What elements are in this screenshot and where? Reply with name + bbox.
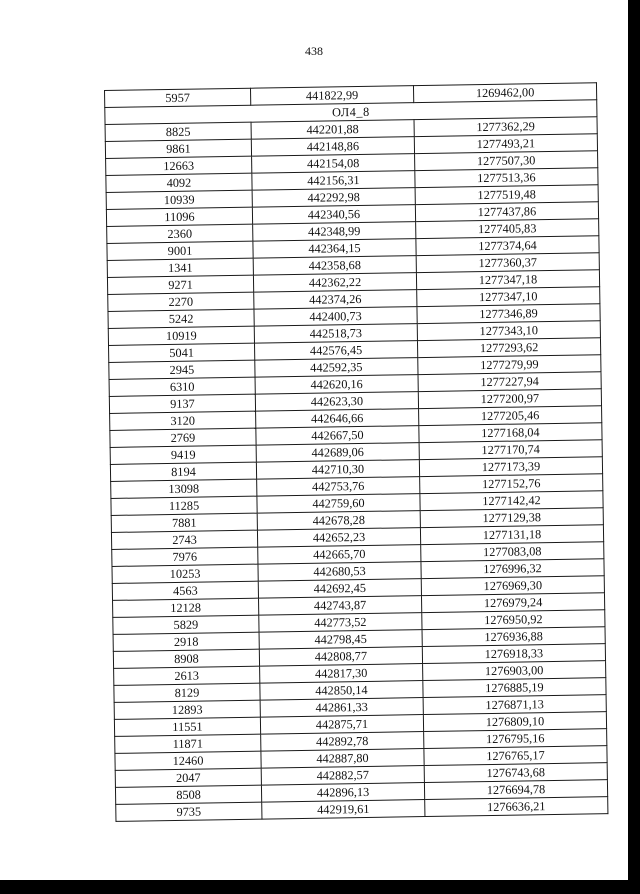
point-id-cell: 6310 (109, 377, 255, 396)
y-coordinate-cell: 1276936,88 (422, 627, 605, 647)
x-coordinate-cell: 442753,76 (257, 477, 420, 497)
x-coordinate-cell: 442154,08 (252, 154, 415, 174)
y-coordinate-cell: 1276885,19 (423, 678, 606, 698)
y-coordinate-cell: 1277173,39 (419, 457, 602, 477)
x-coordinate-cell: 442620,16 (255, 375, 418, 395)
y-coordinate-cell: 1276809,10 (423, 712, 606, 732)
point-id-cell: 2743 (111, 530, 257, 549)
y-coordinate-cell: 1277205,46 (419, 406, 602, 426)
x-coordinate-cell: 442156,31 (252, 171, 415, 191)
y-coordinate-cell: 1276903,00 (423, 661, 606, 681)
y-coordinate-cell: 1276969,30 (421, 576, 604, 596)
y-coordinate-cell: 1277507,30 (415, 151, 598, 171)
point-id-cell: 1341 (107, 258, 253, 277)
point-id-cell: 8194 (110, 462, 256, 481)
y-coordinate-cell: 1277279,99 (418, 355, 601, 375)
y-coordinate-cell: 1277142,42 (420, 491, 603, 511)
y-coordinate-cell: 1277083,08 (421, 542, 604, 562)
x-coordinate-cell: 442710,30 (256, 460, 419, 480)
x-coordinate-cell: 442623,30 (255, 392, 418, 412)
point-id-cell: 4092 (106, 173, 252, 192)
x-coordinate-cell: 442875,71 (260, 715, 423, 735)
coordinates-table-body (105, 83, 608, 822)
point-id-cell: 12663 (106, 156, 252, 175)
x-coordinate-cell: 442692,45 (258, 579, 421, 599)
point-id-cell: 12128 (113, 598, 259, 617)
point-id-cell: 4563 (112, 581, 258, 600)
point-id-cell: 2270 (108, 292, 254, 311)
y-coordinate-cell: 1277200,97 (418, 389, 601, 409)
x-coordinate-cell: 442665,70 (258, 545, 421, 565)
x-coordinate-cell: 442358,68 (253, 256, 416, 276)
x-coordinate-cell: 442817,30 (260, 664, 423, 684)
point-id-cell: 12893 (114, 700, 260, 719)
x-coordinate-cell: 442798,45 (259, 630, 422, 650)
x-coordinate-cell: 442808,77 (259, 647, 422, 667)
coordinates-table (104, 82, 608, 822)
y-coordinate-cell: 1277519,48 (415, 185, 598, 205)
y-coordinate-cell: 1277152,76 (420, 474, 603, 494)
point-id-cell: 9861 (105, 139, 251, 158)
point-id-cell: 8825 (105, 122, 251, 141)
x-coordinate-cell: 442773,52 (259, 613, 422, 633)
x-coordinate-cell: 442882,57 (261, 766, 424, 786)
point-id-cell: 10253 (112, 564, 258, 583)
x-coordinate-cell: 442861,33 (260, 698, 423, 718)
point-id-cell: 11285 (111, 496, 257, 515)
x-coordinate-cell: 442592,35 (255, 358, 418, 378)
x-coordinate-cell: 442646,66 (256, 409, 419, 429)
x-coordinate-cell: 442743,87 (259, 596, 422, 616)
y-coordinate-cell: 1277405,83 (416, 219, 599, 239)
x-coordinate-cell: 442759,60 (257, 494, 420, 514)
y-coordinate-cell: 1277129,38 (420, 508, 603, 528)
x-coordinate-cell: 442689,06 (256, 443, 419, 463)
y-coordinate-cell: 1277227,94 (418, 372, 601, 392)
y-coordinate-cell: 1276636,21 (425, 797, 608, 817)
y-coordinate-cell: 1276950,92 (422, 610, 605, 630)
y-coordinate-cell: 1277347,18 (416, 270, 599, 290)
y-coordinate-cell: 1277513,36 (415, 168, 598, 188)
point-id-cell: 9001 (107, 241, 253, 260)
point-id-cell: 9137 (109, 394, 255, 413)
y-coordinate-cell: 1277131,18 (420, 525, 603, 545)
point-id-cell: 2360 (107, 224, 253, 243)
y-coordinate-cell: 1276765,17 (424, 746, 607, 766)
point-id-cell: 7976 (112, 547, 258, 566)
page-number: 438 (305, 44, 323, 58)
point-id-cell: 11551 (114, 717, 260, 736)
y-coordinate-cell: 1276694,78 (424, 780, 607, 800)
y-coordinate-cell: 1277347,10 (417, 287, 600, 307)
x-coordinate-cell: 442364,15 (253, 239, 416, 259)
point-id-cell: 8508 (115, 785, 261, 804)
y-coordinate-cell: 1269462,00 (413, 83, 596, 103)
x-coordinate-cell: 442292,98 (252, 188, 415, 208)
y-coordinate-cell: 1277360,37 (416, 253, 599, 273)
section-label: ОЛ4_8 (105, 100, 597, 125)
y-coordinate-cell: 1276918,33 (422, 644, 605, 664)
x-coordinate-cell: 442374,26 (254, 290, 417, 310)
point-id-cell: 7881 (111, 513, 257, 532)
x-coordinate-cell: 442919,61 (262, 800, 425, 820)
y-coordinate-cell: 1276996,32 (421, 559, 604, 579)
x-coordinate-cell: 442518,73 (254, 324, 417, 344)
point-id-cell: 10919 (108, 326, 254, 345)
y-coordinate-cell: 1277168,04 (419, 423, 602, 443)
x-coordinate-cell: 442667,50 (256, 426, 419, 446)
point-id-cell: 2945 (109, 360, 255, 379)
x-coordinate-cell: 442896,13 (261, 783, 424, 803)
y-coordinate-cell: 1277343,10 (417, 321, 600, 341)
x-coordinate-cell: 442887,80 (261, 749, 424, 769)
point-id-cell: 3120 (110, 411, 256, 430)
y-coordinate-cell: 1276871,13 (423, 695, 606, 715)
point-id-cell: 13098 (111, 479, 257, 498)
point-id-cell: 9419 (110, 445, 256, 464)
point-id-cell: 8129 (114, 683, 260, 702)
x-coordinate-cell: 442400,73 (254, 307, 417, 327)
point-id-cell: 2918 (113, 632, 259, 651)
x-coordinate-cell: 442850,14 (260, 681, 423, 701)
x-coordinate-cell: 442680,53 (258, 562, 421, 582)
y-coordinate-cell: 1277437,86 (415, 202, 598, 222)
y-coordinate-cell: 1277346,89 (417, 304, 600, 324)
x-coordinate-cell: 442892,78 (261, 732, 424, 752)
point-id-cell: 10939 (106, 190, 252, 209)
y-coordinate-cell: 1277170,74 (419, 440, 602, 460)
point-id-cell: 2613 (114, 666, 260, 685)
point-id-cell: 9271 (107, 275, 253, 294)
point-id-cell: 5242 (108, 309, 254, 328)
point-id-cell: 8908 (113, 649, 259, 668)
y-coordinate-cell: 1276743,68 (424, 763, 607, 783)
x-coordinate-cell: 442362,22 (253, 273, 416, 293)
y-coordinate-cell: 1276795,16 (424, 729, 607, 749)
x-coordinate-cell: 442576,45 (254, 341, 417, 361)
y-coordinate-cell: 1276979,24 (421, 593, 604, 613)
x-coordinate-cell: 442201,88 (251, 120, 414, 140)
y-coordinate-cell: 1277362,29 (414, 117, 597, 137)
x-coordinate-cell: 442652,23 (257, 528, 420, 548)
y-coordinate-cell: 1277374,64 (416, 236, 599, 256)
x-coordinate-cell: 442348,99 (253, 222, 416, 242)
point-id-cell: 11871 (115, 734, 261, 753)
point-id-cell: 11096 (106, 207, 252, 226)
x-coordinate-cell: 441822,99 (250, 86, 413, 106)
x-coordinate-cell: 442148,86 (251, 137, 414, 157)
y-coordinate-cell: 1277493,21 (414, 134, 597, 154)
point-id-cell: 2769 (110, 428, 256, 447)
point-id-cell: 2047 (115, 768, 261, 787)
point-id-cell: 5829 (113, 615, 259, 634)
x-coordinate-cell: 442340,56 (252, 205, 415, 225)
point-id-cell: 9735 (116, 802, 262, 821)
point-id-cell: 12460 (115, 751, 261, 770)
point-id-cell: 5041 (109, 343, 255, 362)
x-coordinate-cell: 442678,28 (257, 511, 420, 531)
y-coordinate-cell: 1277293,62 (417, 338, 600, 358)
point-id-cell: 5957 (105, 88, 251, 107)
